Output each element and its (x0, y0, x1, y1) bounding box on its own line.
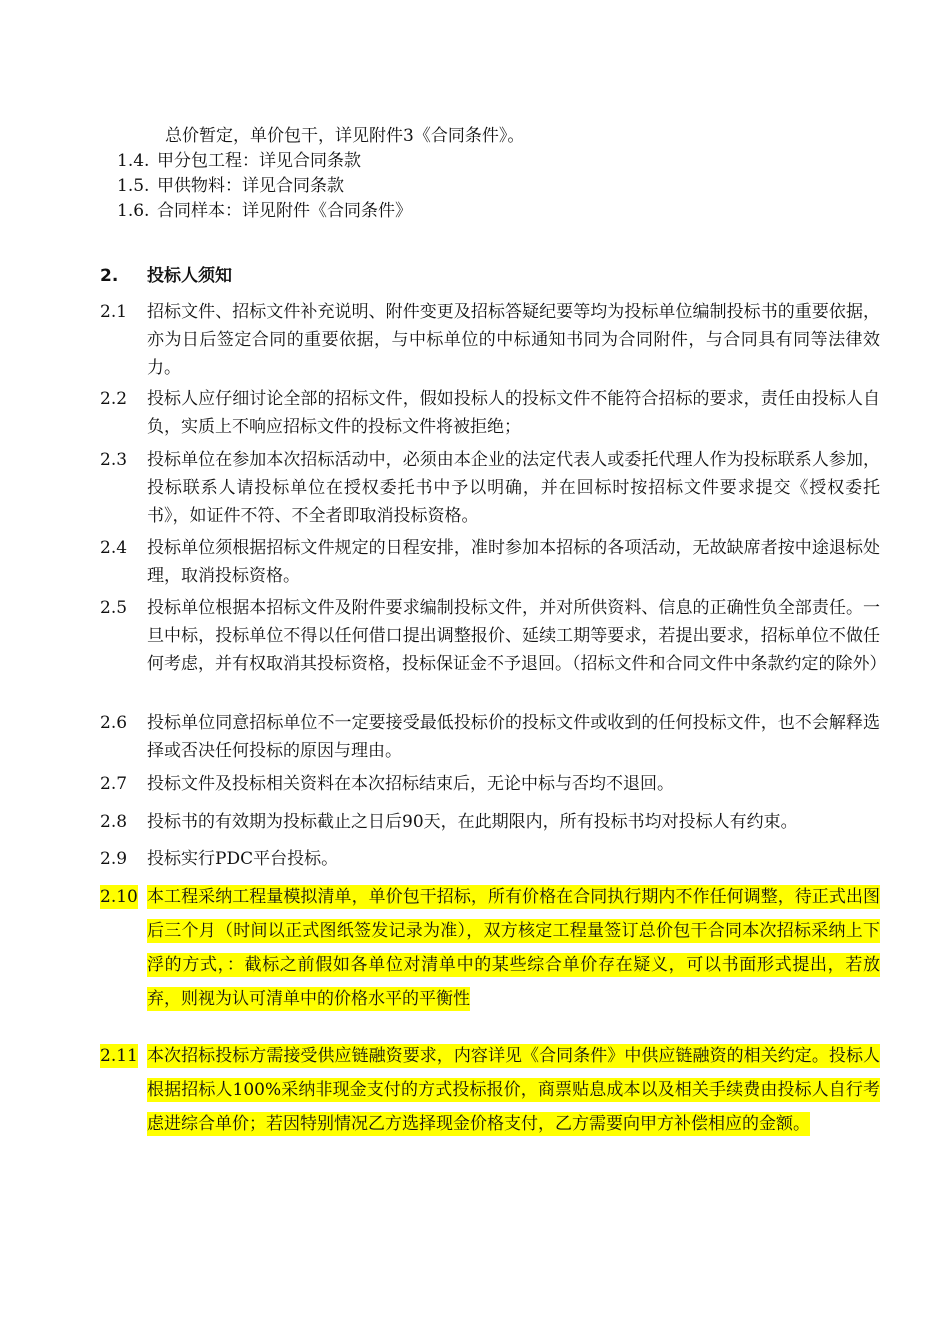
clause-number: 2.3 (100, 450, 128, 470)
clause-number: 2.6 (100, 713, 128, 733)
clause-2-7 (100, 770, 880, 798)
section-number: 2. (100, 266, 119, 286)
clause-2-11 (100, 1039, 880, 1141)
clause-number: 2.5 (100, 598, 128, 618)
subitem-number: 1.6. (117, 201, 150, 221)
subitem-text: 甲供物料：详见合同条款 (157, 176, 344, 196)
clause-text: 投标单位根据本招标文件及附件要求编制投标文件，并对所供资料、信息的正确性负全部责任。一旦中标，投标单位不得以任何借口提出调整报价、延续工期等要求，若提出要求，招标单位不做任何考虑，并有权取消其投标资格，投标保证金不予退回。（招标文件和合同文件中条款约定的除外） (147, 598, 887, 674)
clause-number: 2.11 (100, 1046, 138, 1066)
clause-number: 2.8 (100, 812, 128, 832)
clause-2-10 (100, 880, 880, 1016)
clause-number: 2.9 (100, 849, 128, 869)
clause-2-8 (100, 808, 880, 836)
clause-2-9 (100, 845, 880, 873)
clause-number: 2.10 (100, 887, 138, 907)
subitem-1-6 (117, 199, 412, 223)
clause-text: 招标文件、招标文件补充说明、附件变更及招标答疑纪要等均为投标单位编制投标书的重要依据，亦为日后签定合同的重要依据，与中标单位的中标通知书同为合同附件，与合同具有同等法律效力。 (147, 302, 880, 378)
subitem-1-4 (117, 149, 361, 173)
clause-text: 投标单位须根据招标文件规定的日程安排，准时参加本招标的各项活动，无故缺席者按中途退标处理，取消投标资格。 (147, 538, 880, 586)
subitem-number: 1.5. (117, 176, 150, 196)
subitem-text: 甲分包工程：详见合同条款 (157, 151, 361, 171)
section-title: 投标人须知 (147, 266, 232, 286)
continuation-text: 总价暂定，单价包干，详见附件3《合同条件》。 (165, 126, 525, 146)
clause-text: 投标单位同意招标单位不一定要接受最低投标价的投标文件或收到的任何投标文件，也不会解释选择或否决任何投标的原因与理由。 (147, 713, 880, 761)
clause-text: 本次招标投标方需接受供应链融资要求，内容详见《合同条件》中供应链融资的相关约定。投标人根据招标人100%采纳非现金支付的方式投标报价，商票贴息成本以及相关手续费由投标人自行考虑进综合单价；若因特别情况乙方选择现金价格支付，乙方需要向甲方补偿相应的金额。 (147, 1046, 880, 1134)
clause-text: 投标文件及投标相关资料在本次招标结束后，无论中标与否均不退回。 (147, 774, 674, 794)
clause-2-2 (100, 385, 880, 441)
clause-2-5 (100, 594, 887, 678)
clause-number: 2.4 (100, 538, 128, 558)
clause-text: 本工程采纳工程量模拟清单，单价包干招标，所有价格在合同执行期内不作任何调整，待正式出图后三个月（时间以正式图纸签发记录为准），双方核定工程量签订总价包干合同本次招标采纳上下浮的方式，：截标之前假如各单位对清单中的某些综合单价存在疑义，可以书面形式提出，若放弃，则视为认可清单中的价格水平的平衡性 (147, 887, 880, 1009)
subitem-number: 1.4. (117, 151, 150, 171)
section-heading (100, 261, 232, 286)
clause-number: 2.1 (100, 302, 128, 322)
clause-number: 2.7 (100, 774, 128, 794)
clause-text: 投标实行PDC平台投标。 (147, 849, 339, 869)
clause-2-1 (100, 298, 880, 382)
clause-text: 投标书的有效期为投标截止之日后90天，在此期限内，所有投标书均对投标人有约束。 (147, 812, 798, 832)
subitem-text: 合同样本：详见附件《合同条件》 (157, 201, 412, 221)
clause-number: 2.2 (100, 389, 128, 409)
subitem-1-5 (117, 174, 344, 198)
clause-text: 投标人应仔细讨论全部的招标文件，假如投标人的投标文件不能符合招标的要求，责任由投标人自负，实质上不响应招标文件的投标文件将被拒绝； (147, 389, 880, 437)
clause-2-6 (100, 709, 880, 765)
clause-text: 投标单位在参加本次招标活动中，必须由本企业的法定代表人或委托代理人作为投标联系人参加，投标联系人请投标单位在授权委托书中予以明确，并在回标时按招标文件要求提交《授权委托书》，如证件不符、不全者即取消投标资格。 (147, 450, 880, 526)
clause-2-3 (100, 446, 880, 530)
clause-2-4 (100, 534, 880, 590)
